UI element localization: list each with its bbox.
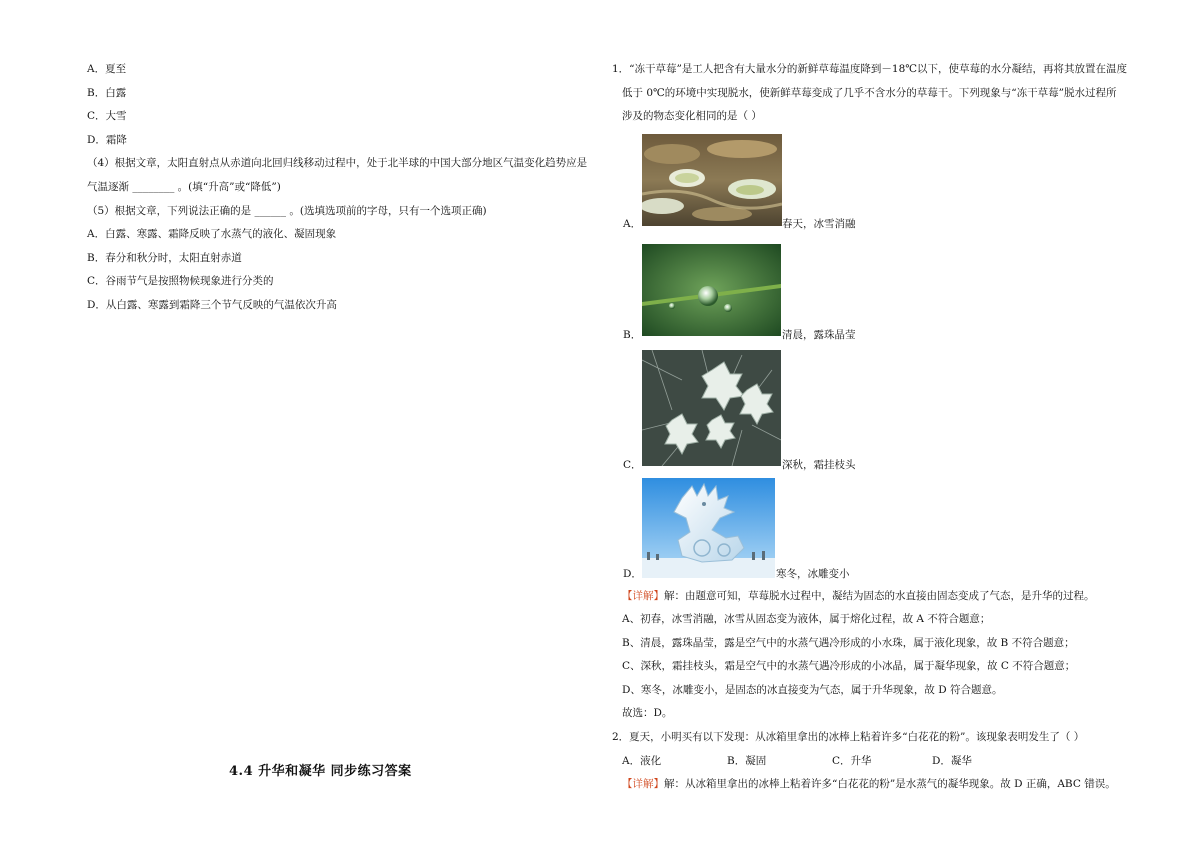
question-1-detail-text: 解：由题意可知，草莓脱水过程中，凝结为固态的水直接由固态变成了气态，是升华的过程。: [664, 590, 1095, 602]
left-option-a: A．夏至: [87, 63, 127, 75]
option-d-letter: D．: [623, 568, 642, 580]
option-c-letter: C．: [623, 459, 642, 471]
ice-sculpture-image: [642, 478, 775, 578]
left-option-d: D．霜降: [87, 134, 127, 146]
option-a-caption: 春天，冰雪消融: [782, 218, 856, 230]
question-2-stem: 2．夏天，小明买有以下发现：从冰箱里拿出的冰棒上粘着许多“白花花的粉”。该现象表明发生了（ ）: [612, 731, 1085, 743]
detail-tag-2: 【详解】: [622, 778, 664, 790]
question-1-line-2: 低于 0℃的环境中实现脱水，使新鲜草莓变成了几乎不含水分的草莓干。下列现象与“冻干草莓”脱水过程所: [622, 87, 1117, 99]
option-b-caption: 清晨，露珠晶莹: [782, 329, 856, 341]
page-title: 4.4 升华和凝华 同步练习答案: [229, 764, 412, 779]
question-1-detail: [622, 589, 1095, 603]
option-b-letter: B．: [623, 329, 642, 341]
melting-snow-image: [642, 134, 782, 226]
question-2-option-c: C．升华: [832, 755, 872, 767]
frost-leaves-image: [642, 350, 781, 466]
question-1-explain-d: D、寒冬，冰雕变小，是固态的冰直接变为气态，属于升华现象，故 D 符合题意。: [622, 684, 1003, 696]
question-2-detail-text: 解：从冰箱里拿出的冰棒上粘着许多“白花花的粉”是水蒸气的凝华现象。故 D 正确，ABC 错误。: [664, 778, 1116, 790]
question-5-option-a: A．白露、寒露、霜降反映了水蒸气的液化、凝固现象: [87, 228, 337, 240]
question-4-line-1: （4）根据文章，太阳直射点从赤道向北回归线移动过程中，处于北半球的中国大部分地区气温变化趋势应是: [87, 157, 588, 169]
question-5-option-d: D．从白露、寒露到霜降三个节气反映的气温依次升高: [87, 299, 337, 311]
detail-tag: 【详解】: [622, 590, 664, 602]
left-option-b: B．白露: [87, 87, 127, 99]
question-4-line-2: 气温逐渐 ________ 。(填“升高”或“降低”): [87, 181, 281, 193]
option-c-caption: 深秋，霜挂枝头: [782, 459, 856, 471]
question-1-explain-a: A、初春，冰雪消融，冰雪从固态变为液体，属于熔化过程，故 A 不符合题意；: [622, 613, 991, 625]
question-1-line-1: 1．“冻干草莓”是工人把含有大量水分的新鲜草莓温度降到－18℃以下，使草莓的水分凝结，再将其放置在温度: [612, 63, 1128, 75]
question-5-stem: （5）根据文章，下列说法正确的是 ______ 。(选填选项前的字母，只有一个选项正确): [87, 205, 487, 217]
question-1-answer: 故选：D。: [622, 707, 673, 719]
question-1-line-3: 涉及的物态变化相同的是（ ）: [622, 110, 762, 122]
question-2-option-d: D．凝华: [932, 755, 972, 767]
dew-drop-image: [642, 244, 781, 336]
question-1-explain-b: B、清晨，露珠晶莹，露是空气中的水蒸气遇冷形成的小水珠，属于液化现象，故 B 不符合题意；: [622, 637, 1075, 649]
question-1-explain-c: C、深秋，霜挂枝头，霜是空气中的水蒸气遇冷形成的小冰晶，属于凝华现象，故 C 不符合题意；: [622, 660, 1076, 672]
question-5-option-b: B．春分和秋分时，太阳直射赤道: [87, 252, 242, 264]
option-a-letter: A．: [623, 218, 642, 230]
option-d-caption: 寒冬，冰雕变小: [776, 568, 850, 580]
question-2-detail: [622, 777, 1116, 791]
left-option-c: C．大雪: [87, 110, 127, 122]
question-2-option-b: B．凝固: [727, 755, 767, 767]
question-5-option-c: C．谷雨节气是按照物候现象进行分类的: [87, 275, 274, 287]
question-2-option-a: A．液化: [622, 755, 662, 767]
